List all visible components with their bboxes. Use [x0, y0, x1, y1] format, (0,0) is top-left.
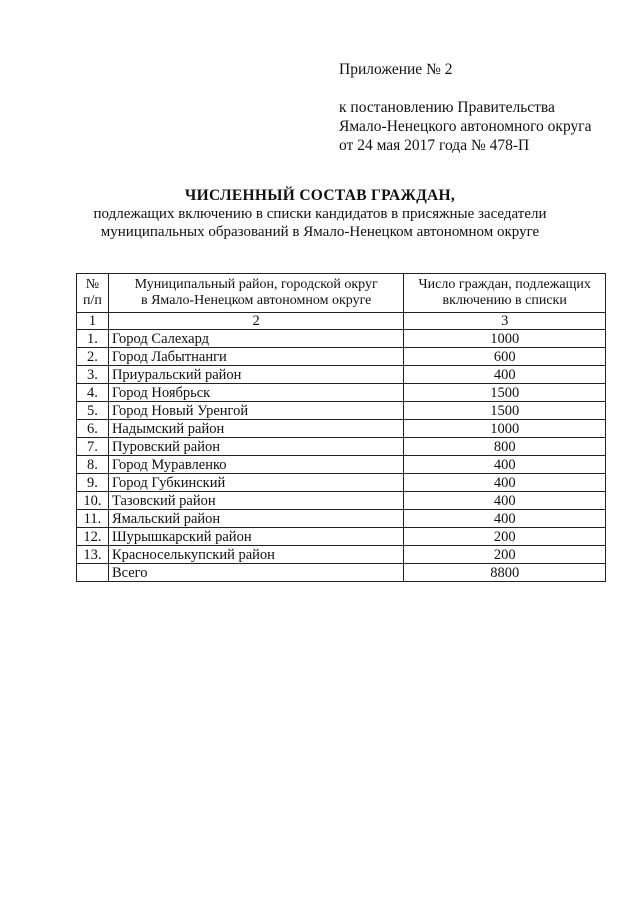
header-number [77, 274, 109, 313]
row-number: 4. [77, 384, 109, 402]
header-district-line1: Муниципальный район, городской округ [134, 277, 378, 292]
row-count: 1000 [404, 330, 606, 348]
column-index-cell: 3 [404, 313, 606, 330]
appendix-date-line: от 24 мая 2017 года № 478-П [339, 137, 530, 154]
row-number: 2. [77, 348, 109, 366]
header-district [108, 274, 403, 313]
table-row [77, 474, 606, 492]
total-number [77, 564, 109, 582]
row-count: 400 [404, 366, 606, 384]
subtitle-line-2: муниципальных образований в Ямало-Ненецком автономном округе [100, 224, 540, 240]
row-district: Город Новый Уренгой [108, 402, 403, 420]
appendix-government-line: Ямало-Ненецкого автономного округа [339, 118, 592, 135]
column-index-cell: 2 [108, 313, 403, 330]
row-count: 800 [404, 438, 606, 456]
total-row [77, 564, 606, 582]
appendix-block [339, 60, 629, 155]
appendix-decree-line: к постановлению Правительства [339, 99, 555, 116]
row-count: 200 [404, 528, 606, 546]
table-row [77, 546, 606, 564]
row-count: 200 [404, 546, 606, 564]
row-district: Приуральский район [108, 366, 403, 384]
row-number: 13. [77, 546, 109, 564]
header-number-line2: п/п [83, 293, 102, 308]
row-district: Красноселькупский район [108, 546, 403, 564]
row-number: 10. [77, 492, 109, 510]
table-row [77, 528, 606, 546]
column-index-row [77, 313, 606, 330]
table-row [77, 456, 606, 474]
row-district: Город Ноябрьск [108, 384, 403, 402]
row-district: Тазовский район [108, 492, 403, 510]
row-number: 5. [77, 402, 109, 420]
row-count: 400 [404, 510, 606, 528]
row-count: 400 [404, 474, 606, 492]
row-number: 9. [77, 474, 109, 492]
row-district: Город Салехард [108, 330, 403, 348]
table-row [77, 366, 606, 384]
table-row [77, 510, 606, 528]
row-district: Город Лабытнанги [108, 348, 403, 366]
header-count-line2: включению в списки [442, 293, 567, 308]
table-row [77, 330, 606, 348]
table-row [77, 420, 606, 438]
total-count: 8800 [404, 564, 606, 582]
row-district: Город Губкинский [108, 474, 403, 492]
table-row [77, 348, 606, 366]
row-district: Ямальский район [108, 510, 403, 528]
row-district: Пуровский район [108, 438, 403, 456]
row-district: Шурышкарский район [108, 528, 403, 546]
citizens-table [76, 273, 606, 582]
row-number: 12. [77, 528, 109, 546]
row-count: 1500 [404, 402, 606, 420]
row-count: 1000 [404, 420, 606, 438]
table-row [77, 492, 606, 510]
row-number: 11. [77, 510, 109, 528]
table-row [77, 438, 606, 456]
table-header-row [77, 274, 606, 313]
row-number: 1. [77, 330, 109, 348]
header-district-line2: в Ямало-Ненецком автономном округе [140, 293, 372, 308]
subtitle-line-1: подлежащих включению в списки кандидатов в присяжные заседатели [93, 206, 547, 222]
row-district: Город Муравленко [108, 456, 403, 474]
row-district: Надымский район [108, 420, 403, 438]
header-count [404, 274, 606, 313]
row-count: 600 [404, 348, 606, 366]
row-number: 8. [77, 456, 109, 474]
total-label: Всего [108, 564, 403, 582]
row-number: 3. [77, 366, 109, 384]
row-number: 7. [77, 438, 109, 456]
appendix-label: Приложение № 2 [339, 61, 453, 78]
row-count: 400 [404, 492, 606, 510]
document-title [60, 187, 580, 241]
header-count-line1: Число граждан, подлежащих [418, 277, 591, 292]
main-title: ЧИСЛЕННЫЙ СОСТАВ ГРАЖДАН, [184, 187, 456, 204]
row-count: 400 [404, 456, 606, 474]
header-number-line1: № [85, 277, 100, 292]
row-count: 1500 [404, 384, 606, 402]
table-row [77, 402, 606, 420]
row-number: 6. [77, 420, 109, 438]
column-index-cell: 1 [77, 313, 109, 330]
table-row [77, 384, 606, 402]
